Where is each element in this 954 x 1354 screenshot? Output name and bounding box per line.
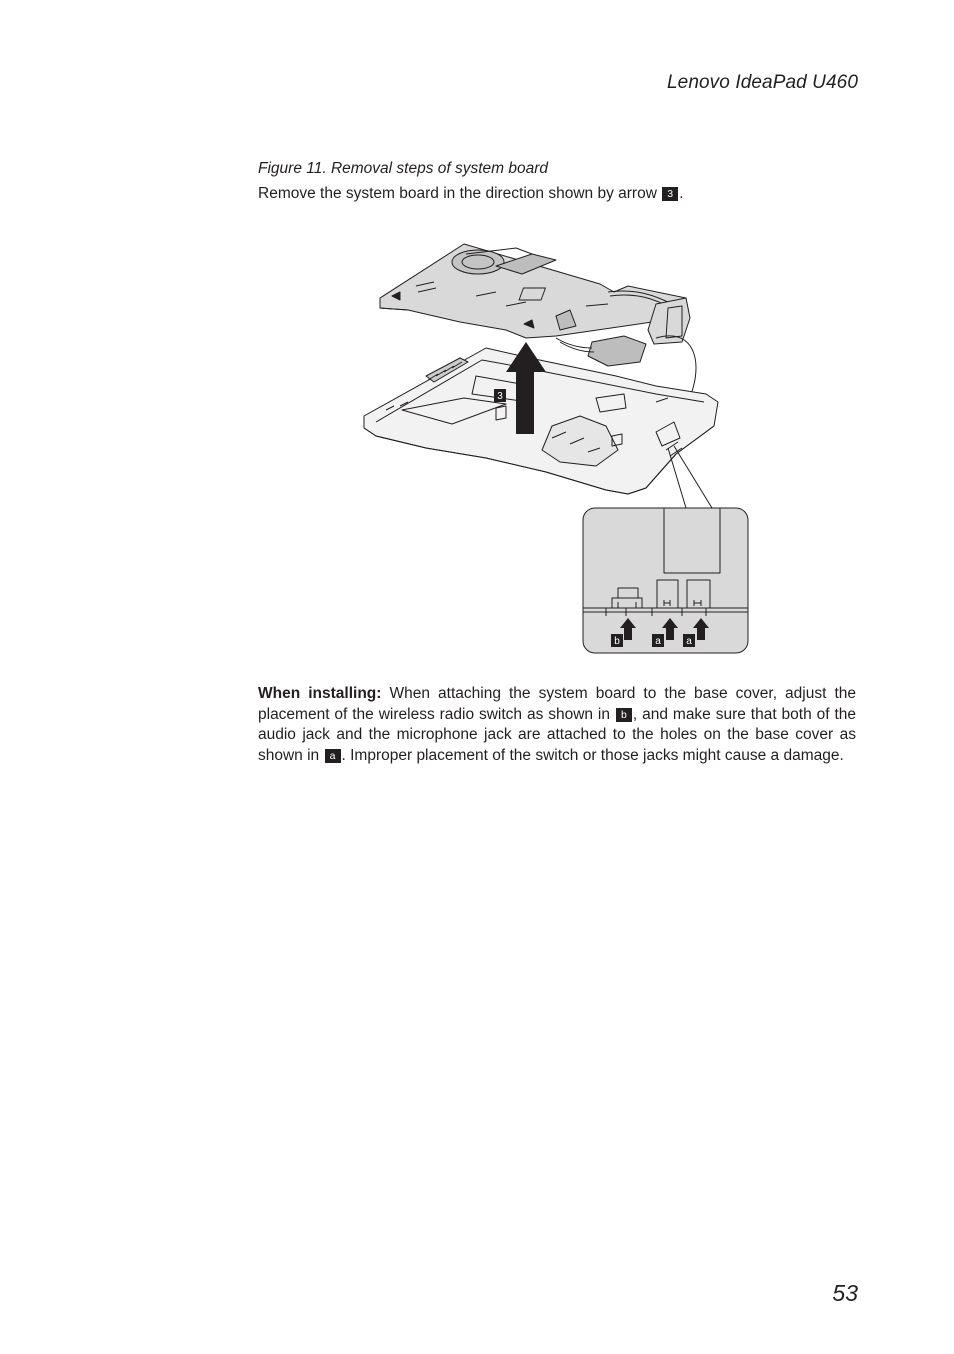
callout-3: 3 [497,391,503,402]
detail-inset [583,508,748,653]
intro-paragraph [258,185,684,203]
page-number: 53 [832,1280,858,1306]
note-badge-a: a [325,749,341,763]
note-text-3: . Improper placement of the switch or those jacks might cause a damage. [341,746,844,764]
installation-note [258,684,856,766]
callout-a-second: a [686,636,692,647]
note-badge-b: b [616,708,632,722]
figure-caption: Figure 11. Removal steps of system board [258,160,549,177]
callout-a-first: a [655,636,661,647]
intro-step-badge: 3 [662,187,678,201]
removal-illustration [356,226,752,656]
system-board-removal-figure [356,226,752,656]
callout-b: b [614,636,620,647]
note-text-2: , and make sure that both of the audio jack and the microphone jack are attached to the holes on the base cover as shown in [258,705,856,764]
intro-text: Remove the system board in the direction shown by arrow [258,185,657,202]
note-lead: When installing: [258,685,382,702]
note-text-1: When attaching the system board to the base cover, adjust the placement of the wireless radio switch as shown in [258,685,857,723]
intro-end: . [679,185,684,202]
running-header-title: Lenovo IdeaPad U460 [667,72,858,93]
